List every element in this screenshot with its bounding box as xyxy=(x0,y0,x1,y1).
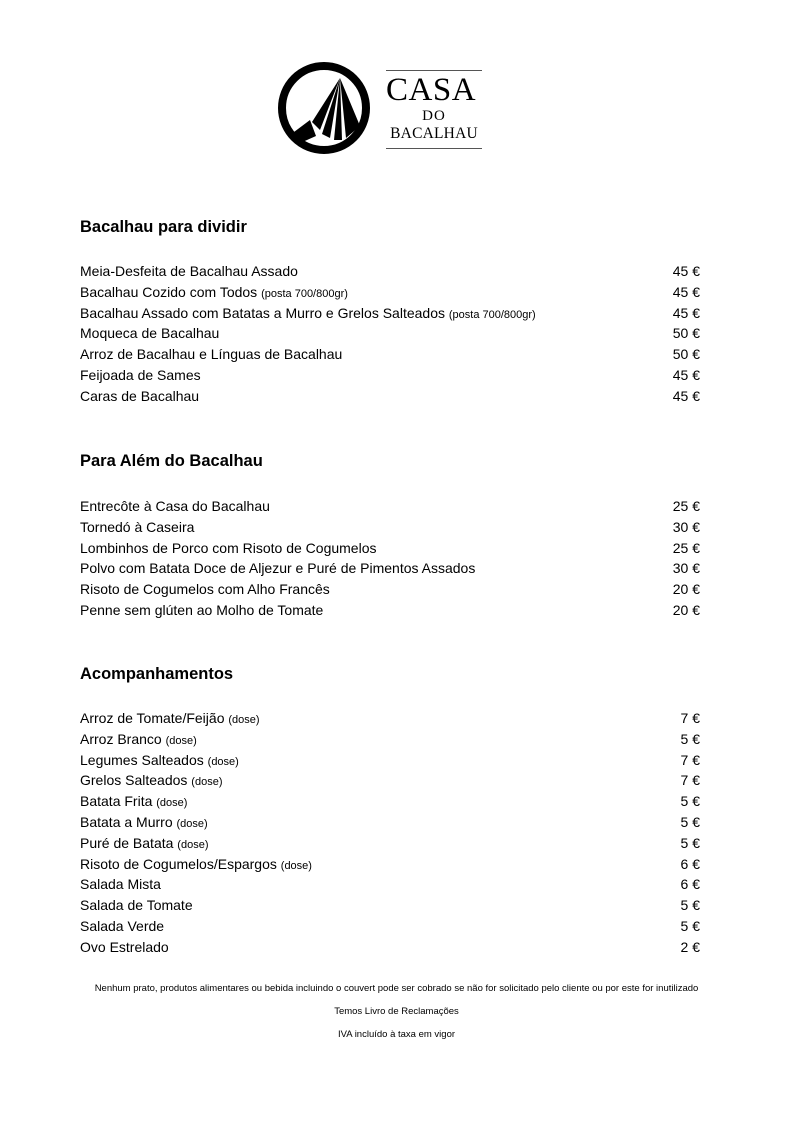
item-name: Entrecôte à Casa do Bacalhau xyxy=(80,498,270,514)
item-note: (posta 700/800gr) xyxy=(448,308,536,321)
item-name: Ovo Estrelado xyxy=(80,938,169,955)
item-price: 30 € xyxy=(672,560,700,577)
item-price: 50 € xyxy=(672,346,700,363)
menu-item xyxy=(80,874,700,895)
item-name: Moqueca de Bacalhau xyxy=(80,325,220,342)
item-name: Penne sem glúten ao Molho de Tomate xyxy=(80,601,324,618)
menu-list-para-alem-do-bacalhau xyxy=(80,496,700,621)
menu-item xyxy=(80,558,700,579)
section-title-acompanhamentos: Acompanhamentos xyxy=(80,665,234,683)
menu-item xyxy=(80,770,700,791)
menu-item xyxy=(80,365,700,386)
item-price: 5 € xyxy=(680,917,700,934)
item-note: (dose) xyxy=(228,714,260,726)
item-price: 50 € xyxy=(672,325,700,342)
menu-list-bacalhau-para-dividir xyxy=(80,261,700,407)
item-price: 2 € xyxy=(680,938,700,955)
brand-line-1: CASA xyxy=(386,72,477,108)
item-price: 5 € xyxy=(680,813,700,830)
brand-line-2: DO xyxy=(422,108,446,124)
item-name: Arroz de Bacalhau e Línguas de Bacalhau xyxy=(80,346,343,363)
item-name: Salada Mista xyxy=(80,876,161,893)
menu-item xyxy=(80,937,700,958)
item-price: 25 € xyxy=(672,498,700,514)
brand-rule-bottom xyxy=(386,148,482,149)
footer-notice: Nenhum prato, produtos alimentares ou bebida incluindo o couvert pode ser cobrado se não for solicitado pelo cliente ou por este for inutilizado xyxy=(94,983,699,994)
menu-item xyxy=(80,791,700,812)
item-note: (dose) xyxy=(156,797,188,810)
item-name: Bacalhau Cozido com Todos xyxy=(80,283,258,300)
menu-item xyxy=(80,916,700,937)
item-price: 45 € xyxy=(672,387,700,404)
item-price: 7 € xyxy=(680,751,700,768)
item-name: Legumes Salteados xyxy=(80,751,204,768)
item-note: (dose) xyxy=(176,817,208,830)
item-price: 25 € xyxy=(672,539,700,556)
menu-item xyxy=(80,344,700,365)
item-price: 45 € xyxy=(672,283,700,300)
item-note: (posta 700/800gr) xyxy=(261,287,348,300)
item-price: 20 € xyxy=(672,601,700,618)
item-name: Risoto de Cogumelos com Alho Francês xyxy=(80,581,330,598)
item-name: Lombinhos de Porco com Risoto de Cogumelos xyxy=(80,539,377,556)
item-price: 45 € xyxy=(672,304,700,321)
menu-item xyxy=(80,833,700,854)
item-name: Batata a Murro xyxy=(80,813,173,830)
item-note: (dose) xyxy=(280,859,312,872)
section-title-bacalhau-para-dividir: Bacalhau para dividir xyxy=(80,218,247,236)
menu-item xyxy=(80,303,700,324)
item-name: Bacalhau Assado com Batatas a Murro e Grelos Salteados xyxy=(80,304,445,321)
item-name: Risoto de Cogumelos/Espargos xyxy=(80,855,277,872)
item-note: (dose) xyxy=(191,776,223,789)
item-name: Tornedó à Caseira xyxy=(80,518,195,535)
menu-item xyxy=(80,708,700,729)
item-price: 20 € xyxy=(672,581,700,598)
menu-item xyxy=(80,496,700,517)
item-price: 7 € xyxy=(680,710,700,726)
item-name: Salada Verde xyxy=(80,917,165,934)
item-name: Caras de Bacalhau xyxy=(80,387,200,404)
menu-item xyxy=(80,854,700,875)
brand-rule-top xyxy=(386,70,482,71)
menu-item xyxy=(80,750,700,771)
footer-complaints: Temos Livro de Reclamações xyxy=(334,1006,459,1017)
item-price: 6 € xyxy=(680,855,700,872)
item-name: Batata Frita xyxy=(80,793,153,810)
item-price: 5 € xyxy=(680,730,700,747)
item-price: 45 € xyxy=(672,366,700,383)
brand-line-3: BACALHAU xyxy=(390,125,478,142)
menu-item xyxy=(80,386,700,407)
item-note: (dose) xyxy=(177,838,209,851)
menu-item xyxy=(80,812,700,833)
item-price: 45 € xyxy=(672,263,700,279)
item-name: Salada de Tomate xyxy=(80,897,193,914)
item-name: Meia-Desfeita de Bacalhau Assado xyxy=(80,263,298,279)
item-price: 5 € xyxy=(680,834,700,851)
menu-item xyxy=(80,538,700,559)
item-price: 6 € xyxy=(680,876,700,893)
item-name: Arroz Branco xyxy=(80,730,162,747)
item-name: Grelos Salteados xyxy=(80,772,188,789)
item-name: Puré de Batata xyxy=(80,834,174,851)
brand-wordmark xyxy=(386,70,482,149)
fish-emblem-icon xyxy=(294,78,360,144)
item-price: 5 € xyxy=(680,793,700,810)
item-price: 5 € xyxy=(680,897,700,914)
item-note: (dose) xyxy=(207,755,239,768)
item-note: (dose) xyxy=(165,734,197,747)
menu-item xyxy=(80,282,700,303)
menu-item xyxy=(80,729,700,750)
item-name: Feijoada de Sames xyxy=(80,366,201,383)
menu-item xyxy=(80,600,700,621)
menu-list-acompanhamentos xyxy=(80,708,700,958)
menu-item xyxy=(80,895,700,916)
item-name: Polvo com Batata Doce de Aljezur e Puré de Pimentos Assados xyxy=(80,560,476,577)
menu-item xyxy=(80,579,700,600)
menu-item xyxy=(80,261,700,282)
section-title-para-alem-do-bacalhau: Para Além do Bacalhau xyxy=(80,452,263,470)
item-price: 7 € xyxy=(680,772,700,789)
item-name: Arroz de Tomate/Feijão xyxy=(80,710,225,726)
footer-vat: IVA incluído à taxa em vigor xyxy=(337,1029,456,1040)
item-price: 30 € xyxy=(672,518,700,535)
menu-item xyxy=(80,323,700,344)
menu-item xyxy=(80,517,700,538)
